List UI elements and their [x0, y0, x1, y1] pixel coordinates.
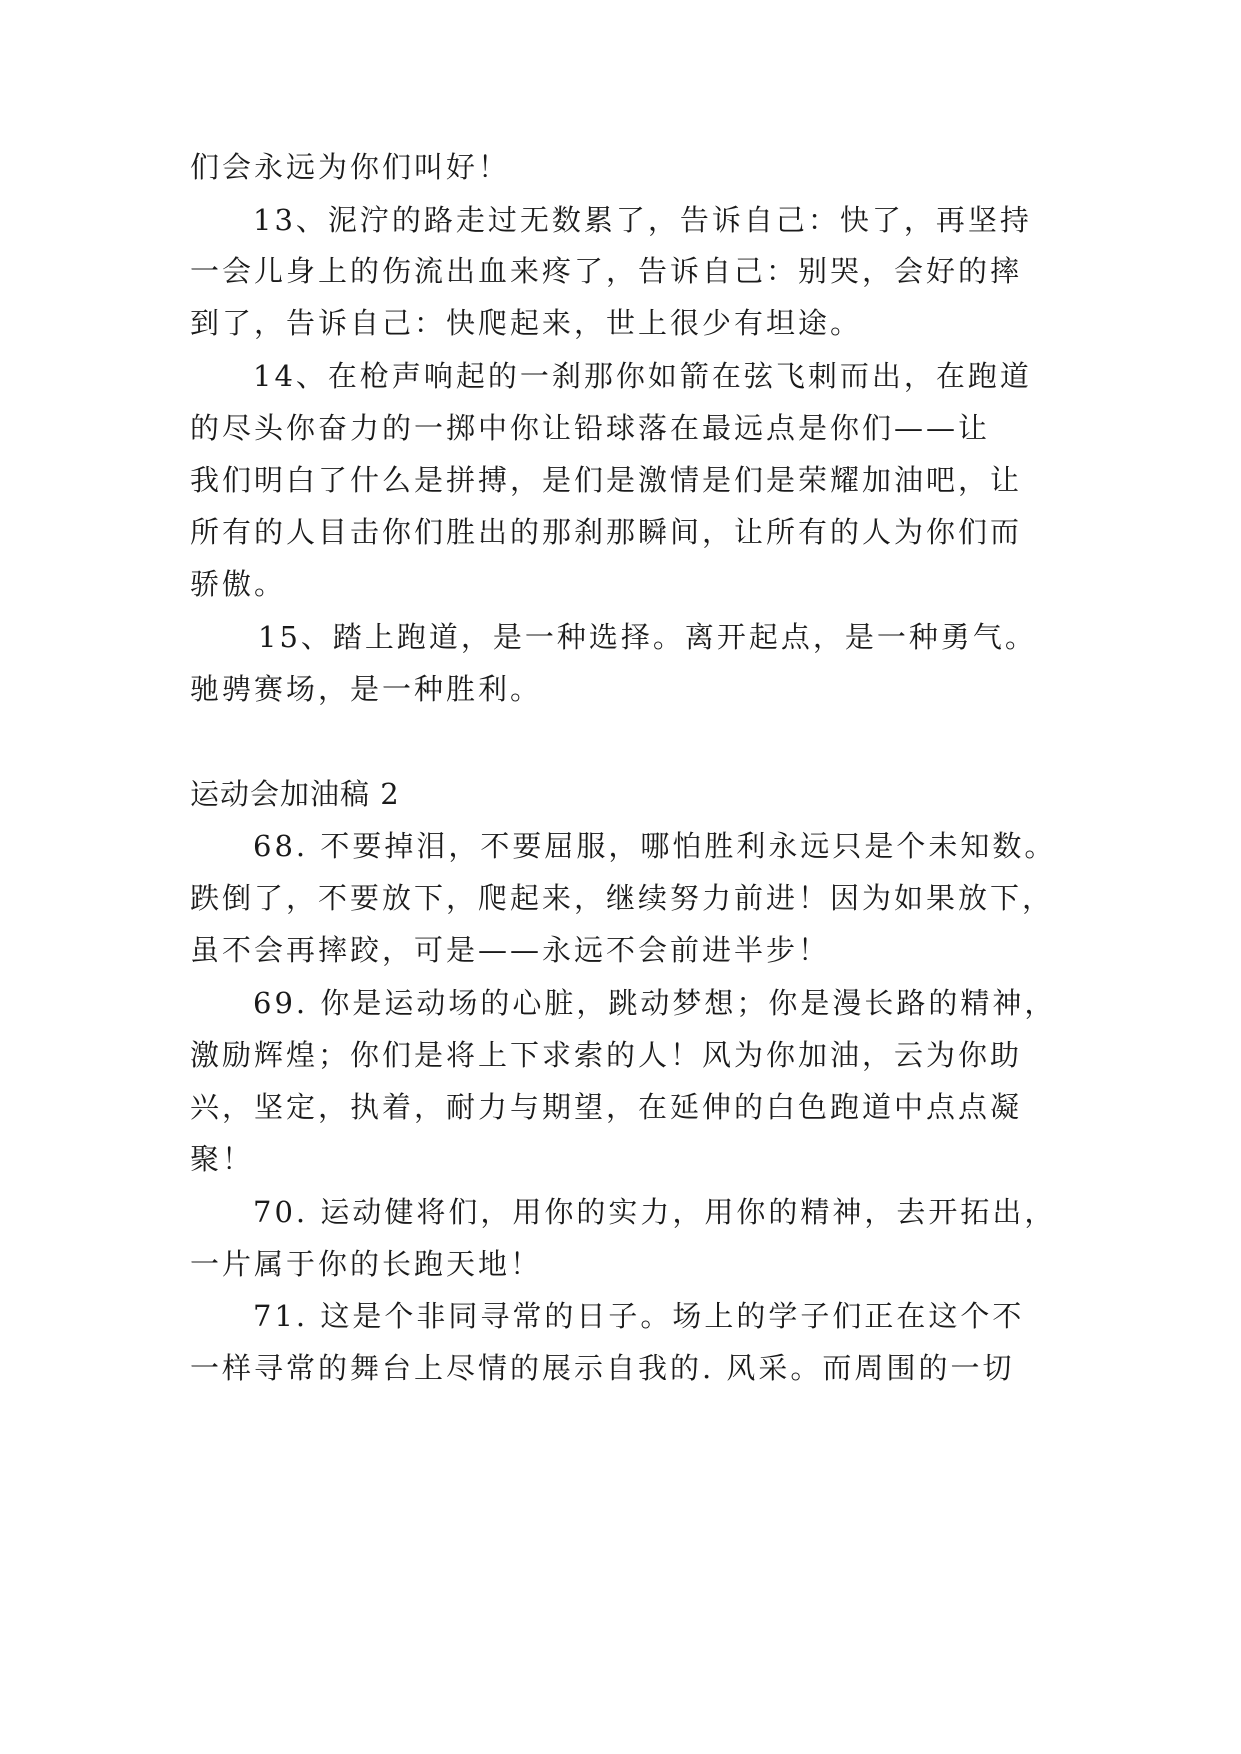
- paragraph-line: 一样寻常的舞台上尽情的展示自我的. 风采。而周围的一切: [190, 1351, 1015, 1385]
- paragraph-line: 69. 你是运动场的心脏，跳动梦想；你是漫长路的精神，: [253, 986, 1057, 1020]
- paragraph-line: 聚！: [190, 1142, 255, 1176]
- paragraph-line: 13、泥泞的路走过无数累了，告诉自己：快了，再坚持: [253, 203, 1032, 237]
- paragraph-line: 驰骋赛场，是一种胜利。: [190, 672, 543, 706]
- paragraph-line: 68. 不要掉泪，不要屈服，哪怕胜利永远只是个未知数。: [253, 829, 1057, 863]
- paragraph-line: 到了，告诉自己：快爬起来，世上很少有坦途。: [190, 306, 863, 340]
- paragraph-line: 71. 这是个非同寻常的日子。场上的学子们正在这个不: [253, 1299, 1025, 1333]
- paragraph-line: 兴，坚定，执着，耐力与期望，在延伸的白色跑道中点点凝: [190, 1090, 1023, 1124]
- paragraph-line: 激励辉煌；你们是将上下求索的人！风为你加油，云为你助: [190, 1038, 1023, 1072]
- paragraph-line: 的尽头你奋力的一掷中你让铅球落在最远点是你们——让: [190, 411, 991, 445]
- paragraph-line: 骄傲。: [190, 567, 287, 601]
- paragraph-line: 70. 运动健将们，用你的实力，用你的精神，去开拓出，: [253, 1195, 1057, 1229]
- paragraph-line: 我们明白了什么是拼搏，是们是激情是们是荣耀加油吧，让: [190, 463, 1023, 497]
- paragraph-line: 14、在枪声响起的一刹那你如箭在弦飞刺而出，在跑道: [253, 359, 1032, 393]
- paragraph-line: 所有的人目击你们胜出的那刹那瞬间，让所有的人为你们而: [190, 515, 1023, 549]
- section-heading: 运动会加油稿 2: [190, 777, 400, 811]
- paragraph-line: 一会儿身上的伤流出血来疼了，告诉自己：别哭，会好的摔: [190, 254, 1023, 288]
- paragraph-line: 一片属于你的长跑天地！: [190, 1247, 543, 1281]
- paragraph-line: 们会永远为你们叫好！: [190, 150, 511, 184]
- paragraph-line: 15、踏上跑道，是一种选择。离开起点，是一种勇气。: [258, 620, 1037, 654]
- paragraph-line: 跌倒了，不要放下，爬起来，继续努力前进！因为如果放下，: [190, 881, 1055, 915]
- paragraph-line: 虽不会再摔跤，可是——永远不会前进半步！: [190, 933, 831, 967]
